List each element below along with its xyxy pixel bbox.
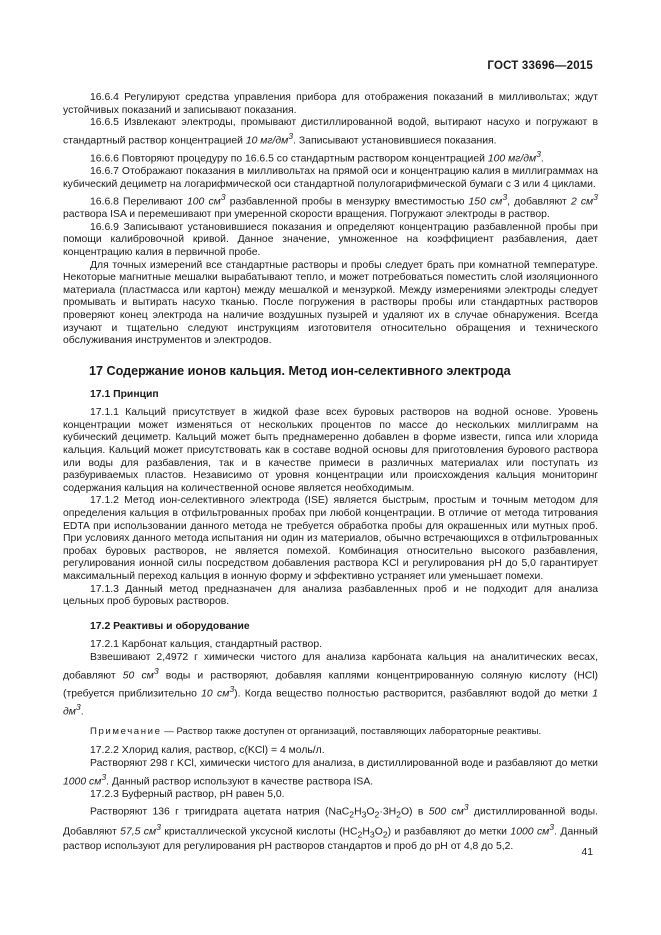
standard-code: ГОСТ 33696—2015 — [487, 60, 593, 72]
paragraph-17-1-1: 17.1.1 Кальций присутствует в жидкой фазе всех буровых растворов на водной основе. Уровень концентрации может изменяться от нескольких процентов по массе до нескольких миллиграмм на кубический дециметр. Кальций может быть преднамеренно добавлен в форме извести, гипса или хлорида кальция. Кальций может присутствовать как в составе водной основы для приготовления бурового раствора или воды для разбавления, так и в качестве примеси в различных материалах или поступать из разбуриваемых пластов. Независимо от уровня концентрации или происхождения кальция мониторинг содержания кальция на количественной основе является необходимым. — [63, 407, 598, 494]
paragraph-16-6-9: 16.6.9 Записывают установившиеся показания и определяют концентрацию разбавленной пробы при помощи калибровочной кривой. Данное значение, умноженное на коэффициент разбавления, дает концентрацию калия в первичной пробе. — [63, 221, 598, 258]
paragraph-17-1-3: 17.1.3 Данный метод предназначен для анализа разбавленных проб и не подходит для анализа цельных проб буровых растворов. — [63, 583, 598, 608]
subsection-17-2-title: 17.2 Реактивы и оборудование — [90, 620, 250, 632]
paragraph-16-6-7: 16.6.7 Отображают показания в милливольтах на прямой оси и концентрацию калия в миллиграммах на кубический дециметр на логарифмической оси стандартной полулогарифмической бумаги с 3 или 4 циклами. — [63, 165, 598, 190]
paragraph-16-6-5: 16.6.5 Извлекают электроды, промывают дистиллированной водой, вытирают насухо и погружают в стандартный раствор концентрацией 10 $мг/дм^3$. Записывают установившиеся показания. — [63, 117, 598, 147]
note-text: — Раствор также доступен от организаций, поставляющих лабораторные реактивы. — [161, 725, 542, 737]
paragraph-16-6-6: 16.6.6 Повторяют процедуру по 16.6.5 со стандартным раствором концентрацией 100 $мг/дм^3$. — [90, 148, 544, 165]
page-body — [63, 92, 598, 854]
paragraph-17-2-3: 17.2.3 Буферный раствор, pH равен 5,0. — [90, 788, 285, 800]
paragraph-17-1-2: 17.1.2 Метод ион-селективного электрода (ISE) является быстрым, простым и точным методом для определения кальция в отфильтрованных пробах при любой концентрации. В отличие от метода титрования EDTA при использовании данного метода не требуется обработка пробы для окрашенных или мутных проб. При условиях данного метода испытания ни один из материалов, обычно встречающихся в отфильтрованных пробах буровых растворов, не является помехой. Комбинация относительно высокого разбавления, регулирования ионной силы посредством добавления раствора KCl и регулирования pH до 5,0 гарантирует максимальный переход кальция в ионную форму и эффективно устраняет или уменьшает помехи. — [63, 495, 598, 582]
paragraph-buffer-prep: Растворяют 136 г тригидрата ацетата натрия $(NaC_2H_3O_2\cdot 3H_2O)$ в 500 $см^3$ дистиллированной воды. Добавляют 57,5 $см^3$ кристаллической уксусной кислоты $(HC_2H_3O_2)$ и разбавляют до метки 1000 $см^3$. Данный раствор используют для регулирования pH растворов стандартов и проб до pH от 4,8 до 5,2. — [63, 802, 599, 853]
paragraph-16-6-4: 16.6.4 Регулируют средства управления прибора для отображения показаний в милливольтах; ждут устойчивых показаний и записывают показания. — [63, 92, 598, 116]
note — [63, 726, 598, 739]
paragraph-kcl-prep: Растворяют 298 г KCl, химически чистого для анализа, в дистиллированной воде и разбавляют до метки 1000 $см^3$. Данный раствор используют в качестве раствора ISA. — [63, 757, 598, 787]
paragraph-calcium-carbonate-prep: Взвешивают 2,4972 г химически чистого для анализа карбоната кальция на аналитических весах, добавляют 50 $см^3$ воды и растворяют, добавляя каплями концентрированную соляную кислоту (HCl) (требуется приблизительно 10 $см^3$). Когда вещество полностью растворится, разбавляют водой до метки 1 $дм^3$. — [63, 651, 599, 718]
note-label: Примечание — [90, 725, 162, 737]
paragraph-17-2-2: 17.2.2 Хлорид калия, раствор, c(KCl) = 4 моль/л. — [90, 745, 325, 757]
paragraph-17-2-1: 17.2.1 Карбонат кальция, стандартный раствор. — [90, 639, 322, 651]
page-number: 41 — [581, 847, 593, 858]
section-17-title: 17 Содержание ионов кальция. Метод ион-селективного электрода — [89, 363, 511, 378]
paragraph-measurement-notes: Для точных измерений все стандартные растворы и пробы следует брать при комнатной температуре. Некоторые магнитные мешалки вырабатывают тепло, и может потребоваться поместить слой изоляционного материала (пластмасса или картон) между мешалкой и мензуркой. Между измерениями электроды следует промывать и вытирать насухо тканью. После погружения в растворы пробы или стандартных растворов проверяют конец электрода на наличие воздушных пузырей и удаляют их в случае обнаружения. Всегда изучают и тщательно следуют инструкциям изготовителя относительно обращения и технического обслуживания инструментов и электродов. — [63, 259, 598, 347]
paragraph-16-6-8: 16.6.8 Переливают 100 $см^3$ разбавленной пробы в мензурку вместимостью 150 $см^3$, добавляют 2 $см^3$ раствора ISA и перемешивают при умеренной скорости вращения. Погружают электроды в раствор. — [63, 192, 598, 221]
subsection-17-1-title: 17.1 Принцип — [90, 388, 159, 400]
